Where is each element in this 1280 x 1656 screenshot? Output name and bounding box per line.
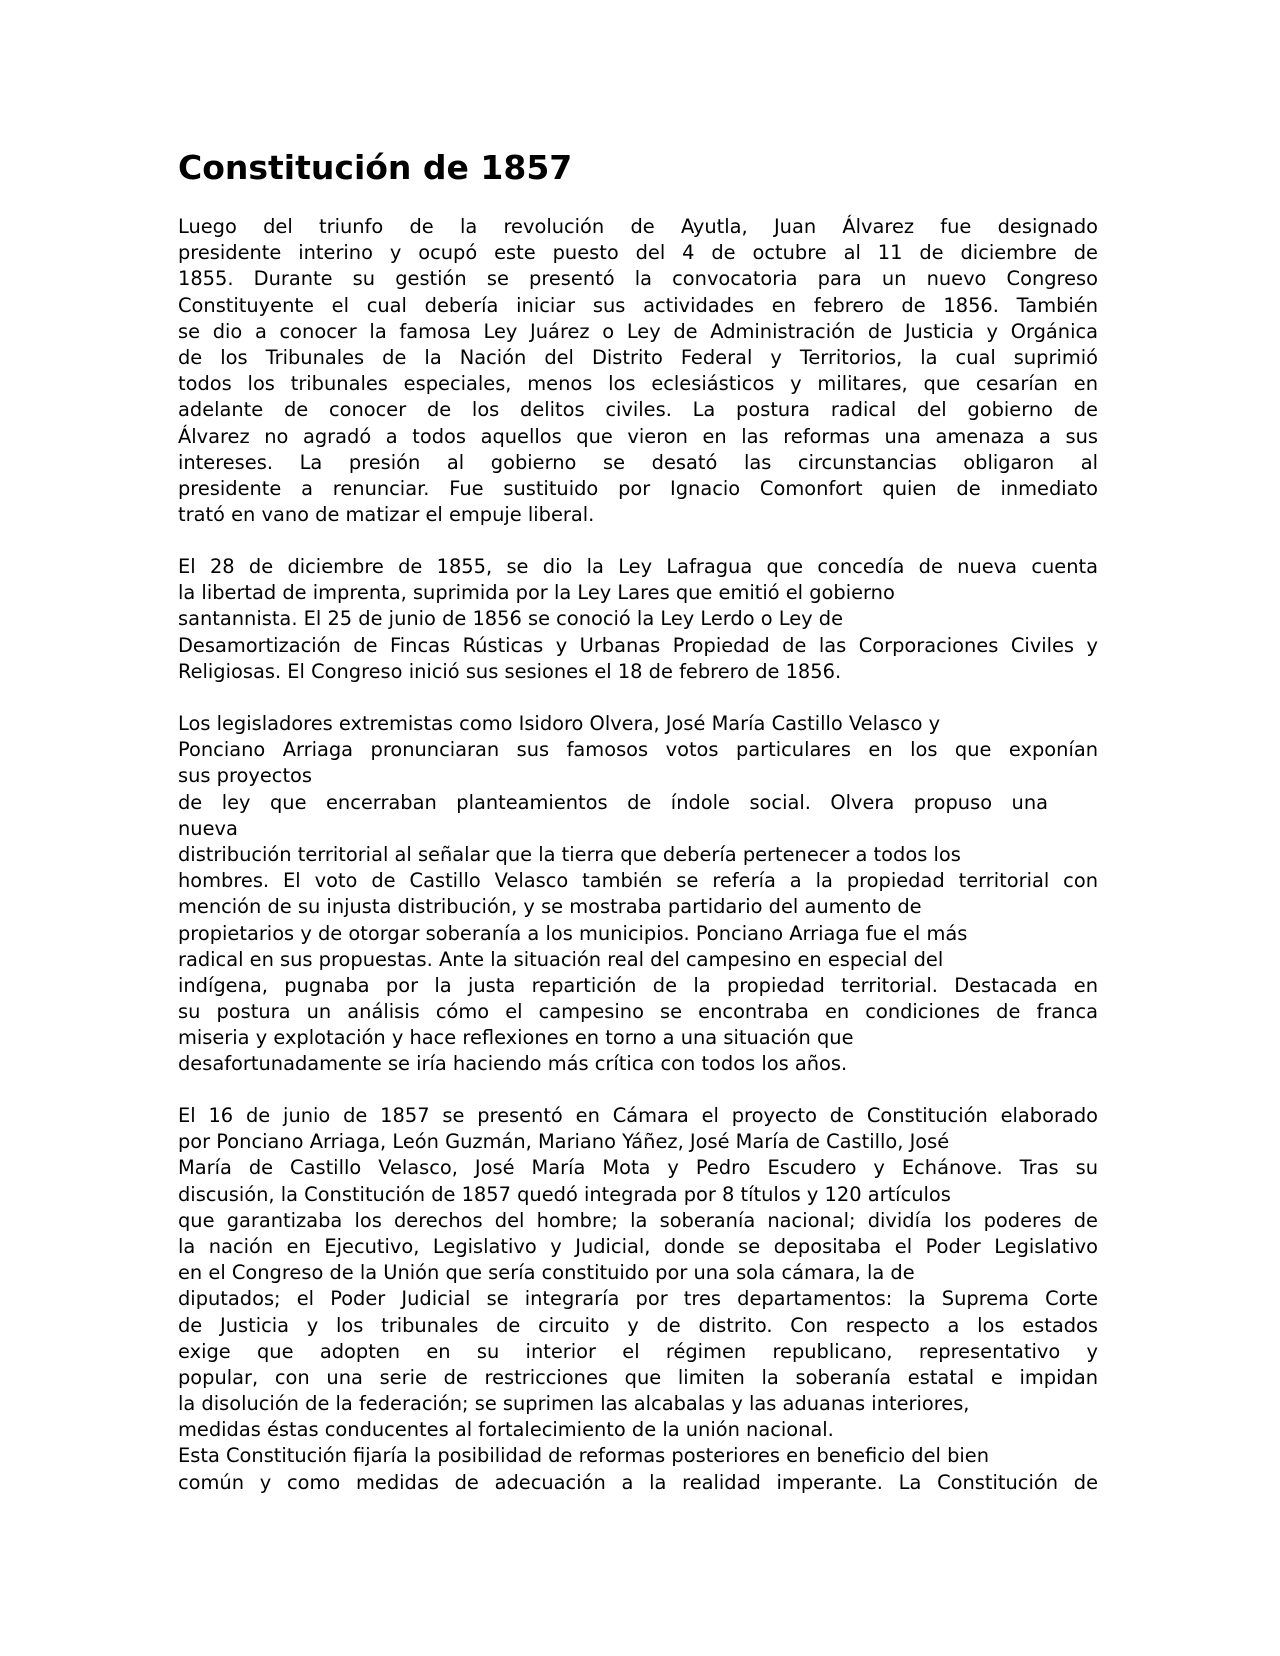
paragraph-ley-lafragua [178, 554, 1098, 685]
text-line: El 28 de diciembre de 1855, se dio la Ley Lafragua que concedía de nueva cuenta [178, 555, 1098, 578]
text-line: Luego del triunfo de la revolución de Ayutla, Juan Álvarez fue designado [178, 215, 1098, 238]
text-line: radical en sus propuestas. Ante la situación real del campesino en especial del [178, 947, 944, 971]
text-line: por Ponciano Arriaga, León Guzmán, Mariano Yáñez, José María de Castillo, José [178, 1130, 950, 1154]
text-line: que garantizaba los derechos del hombre; la soberanía nacional; dividía los poderes de [178, 1208, 1098, 1232]
text-line: todos los tribunales especiales, menos los eclesiásticos y militares, que cesarían en [178, 372, 1098, 396]
text-line: intereses. La presión al gobierno se desató las circunstancias obligaron al [178, 450, 1098, 474]
text-line: Ponciano Arriaga pronunciaran sus famosos votos particulares en los que exponían [178, 738, 1098, 762]
text-line: hombres. El voto de Castillo Velasco también se refería a la propiedad territorial con [178, 869, 1098, 893]
text-line: Religiosas. El Congreso inició sus sesiones el 18 de febrero de 1856. [178, 659, 842, 683]
text-line: santannista. El 25 de junio de 1856 se conoció la Ley Lerdo o Ley de [178, 607, 844, 631]
text-line: Los legisladores extremistas como Isidoro Olvera, José María Castillo Velasco y [178, 712, 941, 735]
text-line: diputados; el Poder Judicial se integraría por tres departamentos: la Suprema Corte [178, 1287, 1098, 1311]
text-line: de los Tribunales de la Nación del Distrito Federal y Territorios, la cual suprimió [178, 345, 1098, 369]
paragraph-ley-juarez [178, 214, 1098, 528]
text-line: desafortunadamente se iría haciendo más crítica con todos los años. [178, 1052, 848, 1076]
text-line: María de Castillo Velasco, José María Mota y Pedro Escudero y Echánove. Tras su [178, 1156, 1098, 1180]
text-line: sus proyectos [178, 764, 313, 788]
text-line: de Justicia y los tribunales de circuito y de distrito. Con respecto a los estados [178, 1313, 1098, 1337]
paragraph-proyecto-constitucion [178, 1103, 1098, 1496]
text-line: Desamortización de Fincas Rústicas y Urbanas Propiedad de las Corporaciones Civiles y [178, 633, 1098, 657]
text-line: Álvarez no agradó a todos aquellos que vieron en las reformas una amenaza a sus [178, 424, 1098, 448]
text-line: la nación en Ejecutivo, Legislativo y Judicial, donde se depositaba el Poder Legislativo [178, 1234, 1098, 1258]
text-line: Esta Constitución fijaría la posibilidad de reformas posteriores en beneficio del bien [178, 1444, 990, 1468]
text-line: exige que adopten en su interior el régimen republicano, representativo y [178, 1339, 1098, 1363]
text-line: su postura un análisis cómo el campesino se encontraba en condiciones de franca [178, 1000, 1098, 1024]
text-line: El 16 de junio de 1857 se presentó en Cámara el proyecto de Constitución elaborado [178, 1104, 1098, 1127]
text-line: la disolución de la federación; se suprimen las alcabalas y las aduanas interiores, [178, 1392, 970, 1416]
text-line: 1855. Durante su gestión se presentó la convocatoria para un nuevo Congreso [178, 267, 1098, 291]
paragraph-legisladores [178, 711, 1098, 1078]
text-line: distribución territorial al señalar que la tierra que debería pertenecer a todos los [178, 842, 961, 866]
text-line: común y como medidas de adecuación a la realidad imperante. La Constitución de [178, 1470, 1098, 1494]
text-line: nueva [178, 816, 238, 840]
text-line: en el Congreso de la Unión que sería constituido por una sola cámara, la de [178, 1261, 915, 1285]
text-line: adelante de conocer de los delitos civiles. La postura radical del gobierno de [178, 398, 1098, 422]
text-line: popular, con una serie de restricciones que limiten la soberanía estatal e impidan [178, 1365, 1098, 1389]
text-line: Constituyente el cual debería iniciar sus actividades en febrero de 1856. También [178, 293, 1098, 317]
text-line: la libertad de imprenta, suprimida por la Ley Lares que emitió el gobierno [178, 581, 895, 605]
text-line: se dio a conocer la famosa Ley Juárez o Ley de Administración de Justicia y Orgánica [178, 319, 1098, 343]
text-line: mención de su injusta distribución, y se mostraba partidario del aumento de [178, 895, 922, 919]
text-line: discusión, la Constitución de 1857 quedó integrada por 8 títulos y 120 artículos [178, 1182, 951, 1206]
text-line: indígena, pugnaba por la justa repartición de la propiedad territorial. Destacada en [178, 973, 1098, 997]
text-line: presidente interino y ocupó este puesto del 4 de octubre al 11 de diciembre de [178, 241, 1098, 265]
text-line: presidente a renunciar. Fue sustituido por Ignacio Comonfort quien de inmediato [178, 476, 1098, 500]
text-line: medidas éstas conducentes al fortalecimiento de la unión nacional. [178, 1418, 834, 1442]
text-line: miseria y explotación y hace reflexiones en torno a una situación que [178, 1026, 854, 1050]
document-title: Constitución de 1857 [178, 148, 573, 187]
text-line: de ley que encerraban planteamientos de índole social. Olvera propuso una [178, 790, 1048, 814]
text-line: trató en vano de matizar el empuje liberal. [178, 503, 595, 527]
text-line: propietarios y de otorgar soberanía a los municipios. Ponciano Arriaga fue el más [178, 921, 968, 945]
